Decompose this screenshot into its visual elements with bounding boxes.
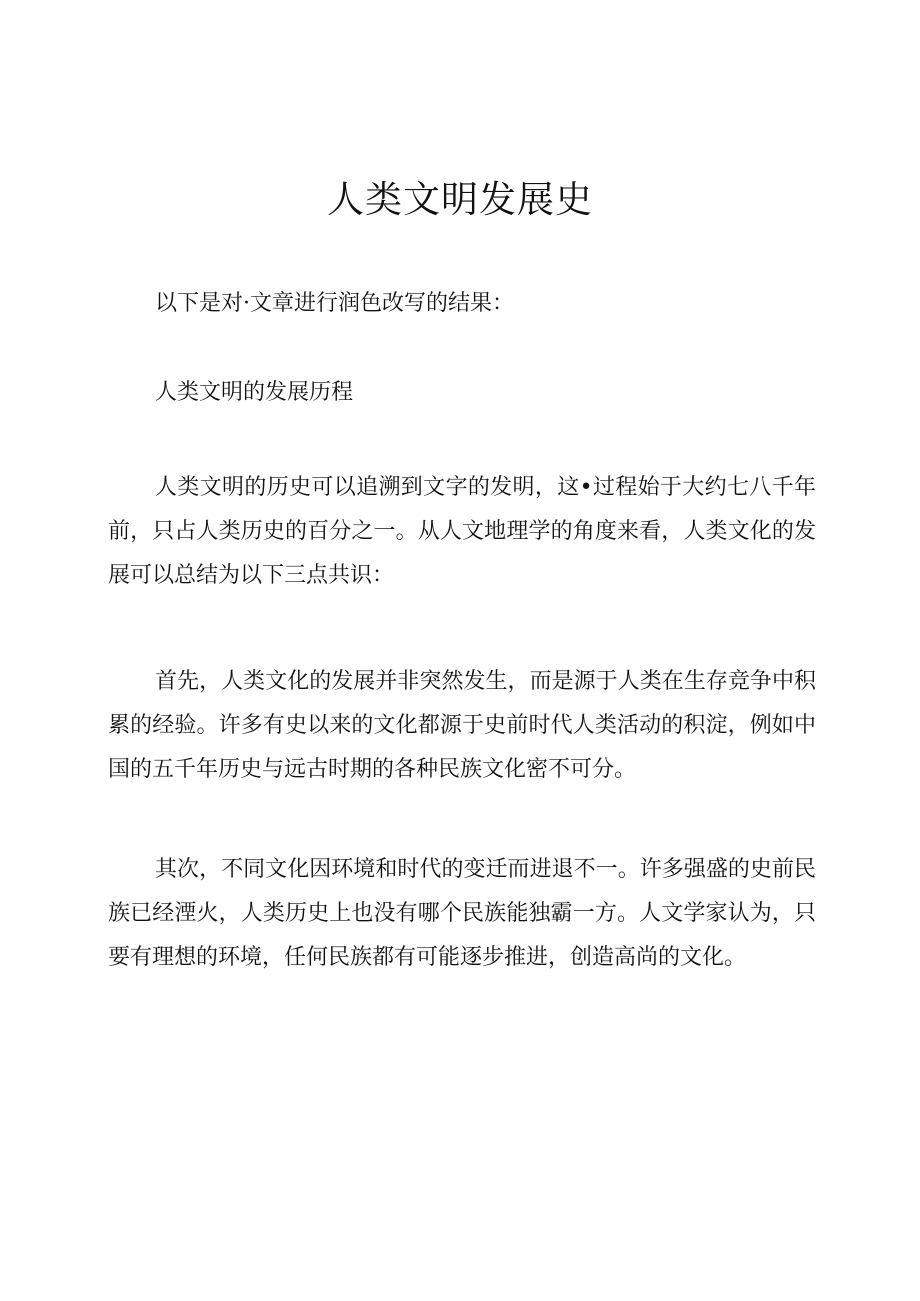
paragraph-first-point: 首先，人类文化的发展并非突然发生，而是源于人类在生存竞争中积累的经验。许多有史以来的文化都源于史前时代人类活动的积淀，例如中国的五千年历史与远古时期的各种民族文化密不可分。	[108, 669, 816, 782]
intro-line: 以下是对·文章进行润色改写的结果：	[155, 291, 514, 316]
section-subtitle: 人类文明的发展历程	[155, 380, 354, 405]
paragraph-history: 人类文明的历史可以追溯到文字的发明，这•过程始于大约七八千年前，只占人类历史的百分之一。从人文地理学的角度来看，人类文化的发展可以总结为以下三点共识：	[108, 475, 816, 588]
document-title: 人类文明发展史	[327, 178, 593, 221]
paragraph-second-point: 其次，不同文化因环境和时代的变迁而进退不一。许多强盛的史前民族已经湮火，人类历史上也没有哪个民族能独霸一方。人文学家认为，只要有理想的环境，任何民族都有可能逐步推进，创造高尚的文化。	[108, 857, 816, 970]
